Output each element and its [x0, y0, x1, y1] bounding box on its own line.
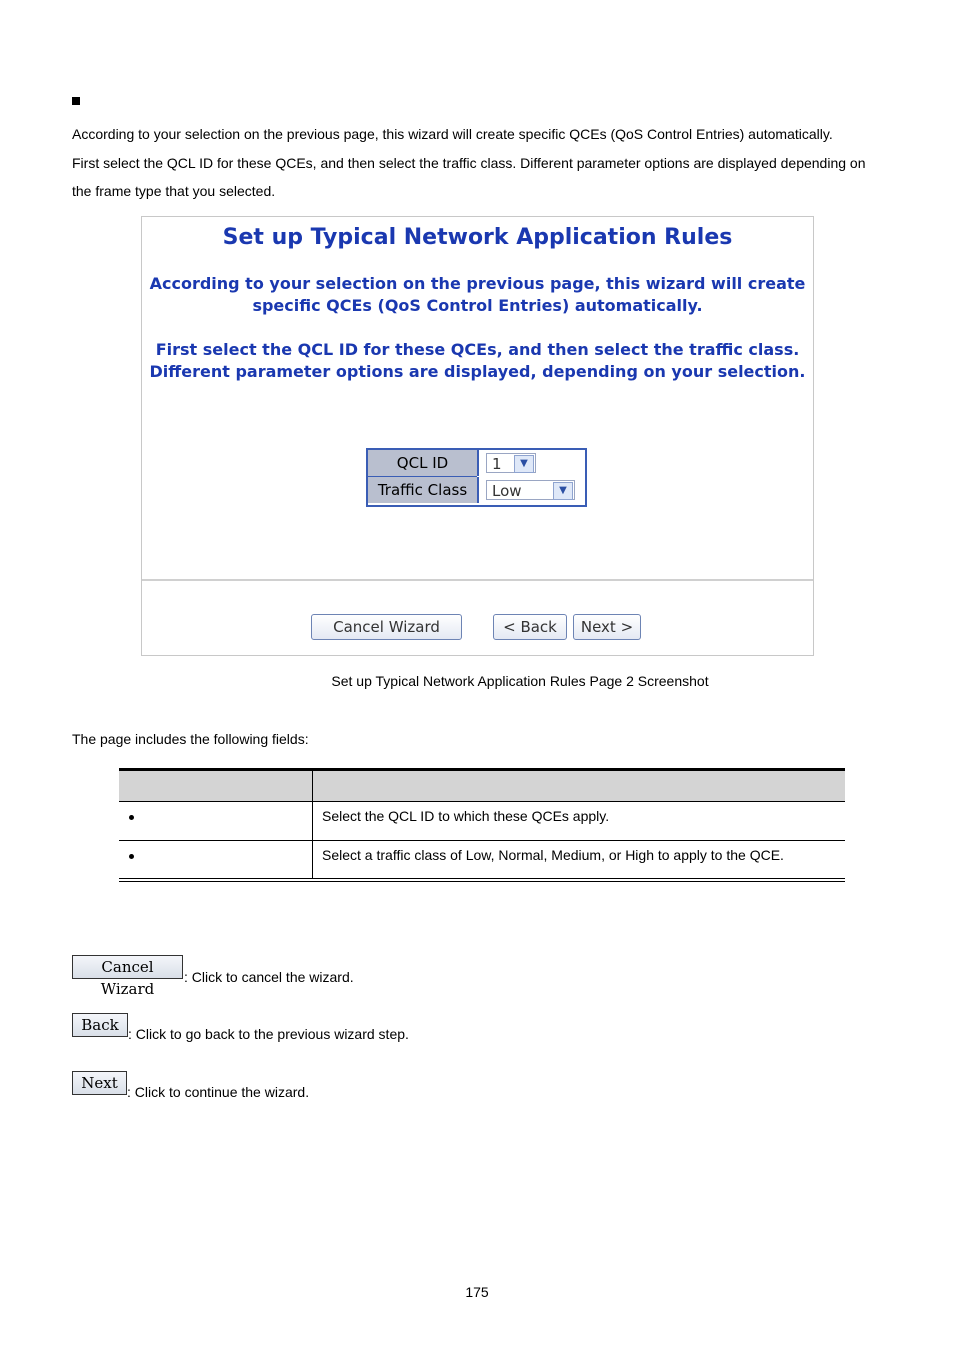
wizard-text-2b: Different parameter options are displayed, depending on your selection.: [149, 362, 806, 381]
table-column-divider: [312, 771, 313, 879]
next-legend-text: : Click to continue the wizard.: [127, 1084, 310, 1100]
qcl-id-label: QCL ID: [368, 450, 479, 476]
wizard-screenshot: [141, 216, 814, 656]
field-description: Select the QCL ID to which these QCEs apply.: [322, 808, 610, 824]
qcl-id-row: [368, 450, 585, 476]
intro-line-3: the frame type that you selected.: [72, 183, 276, 199]
back-legend-button[interactable]: Back: [72, 1013, 128, 1037]
traffic-class-label: Traffic Class: [368, 477, 479, 503]
wizard-text-2a: First select the QCL ID for these QCEs, and then select the traffic class.: [155, 340, 800, 359]
wizard-text-1b: specific QCEs (QoS Control Entries) automatically.: [252, 296, 703, 315]
intro-line-1: According to your selection on the previous page, this wizard will create specific QCEs (QoS Control Entries) automatically.: [72, 126, 833, 142]
row-bullet: [129, 854, 134, 859]
table-bottom-rule: [119, 878, 845, 882]
qcl-id-value: 1: [492, 455, 502, 473]
fields-intro: The page includes the following fields:: [72, 731, 309, 747]
cancel-wizard-legend-text: : Click to cancel the wizard.: [184, 969, 354, 985]
wizard-title: Set up Typical Network Application Rules: [222, 225, 733, 250]
panel-divider: [142, 579, 813, 581]
wizard-text-1a: According to your selection on the previous page, this wizard will create: [149, 274, 806, 293]
traffic-class-value: Low: [492, 482, 522, 500]
cancel-wizard-button[interactable]: Cancel Wizard: [311, 614, 462, 640]
figure-caption: Set up Typical Network Application Rules Page 2 Screenshot: [331, 673, 709, 689]
chevron-down-icon: ▼: [514, 455, 534, 473]
qcl-id-select[interactable]: [486, 453, 536, 473]
chevron-down-icon: ▼: [553, 482, 573, 500]
row-bullet: [129, 815, 134, 820]
field-description: Select a traffic class of Low, Normal, Medium, or High to apply to the QCE.: [322, 847, 784, 863]
table-header: [119, 771, 845, 801]
intro-line-2: First select the QCL ID for these QCEs, and then select the traffic class. Different parameter options are displayed depending on: [72, 155, 866, 171]
traffic-class-row: [368, 477, 585, 503]
section-bullet: [72, 97, 80, 105]
back-button[interactable]: < Back: [493, 614, 567, 640]
table-rule: [119, 801, 845, 802]
traffic-class-select[interactable]: [486, 480, 575, 500]
table-rule: [119, 840, 845, 841]
next-button[interactable]: Next >: [573, 614, 641, 640]
page-number: 175: [465, 1284, 489, 1300]
fields-table: [119, 768, 845, 884]
back-legend-text: : Click to go back to the previous wizard step.: [128, 1026, 409, 1042]
next-legend-button[interactable]: Next: [72, 1071, 127, 1095]
qcl-config-table: [366, 448, 587, 507]
cancel-wizard-legend-button[interactable]: Cancel Wizard: [72, 955, 183, 979]
